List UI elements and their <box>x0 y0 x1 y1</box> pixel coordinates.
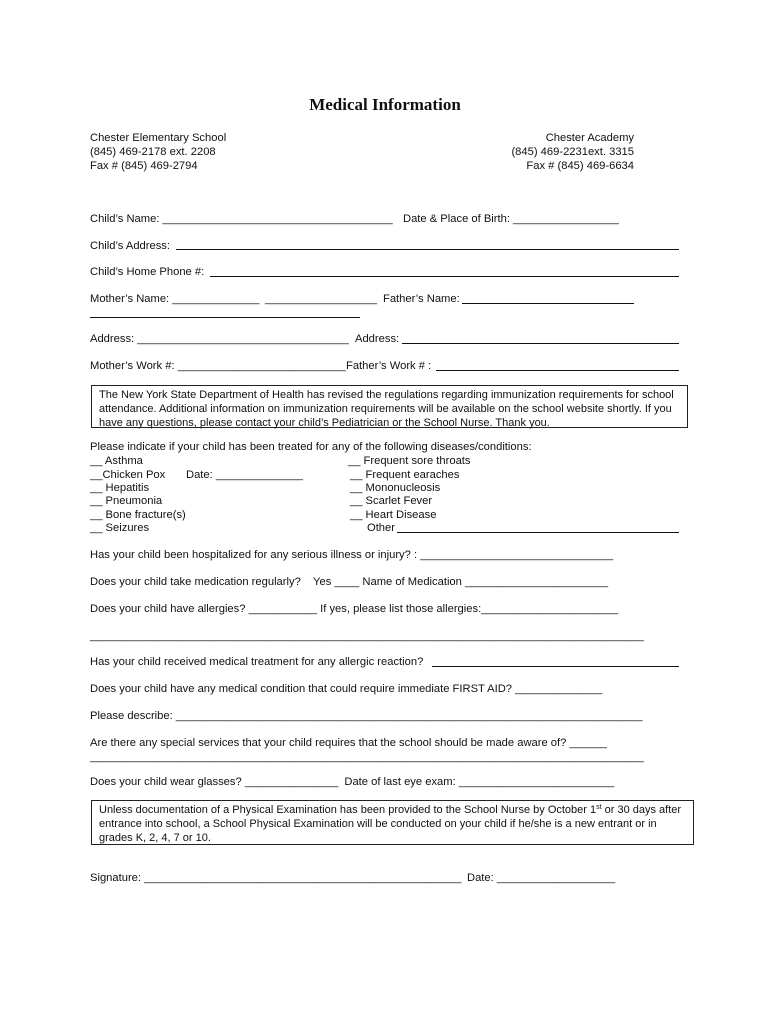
address-right-line[interactable] <box>402 343 679 344</box>
first-aid-question[interactable]: Does your child have any medical condition that could require immediate FIRST AID? ______________ <box>90 683 603 695</box>
allergic-treatment-question: Has your child received medical treatment for any allergic reaction? <box>90 656 424 668</box>
disease-item-scarlet-fever[interactable]: __ Scarlet Fever <box>350 495 433 507</box>
allergies-question[interactable]: Does your child have allergies? ___________ If yes, please list those allergies:______________________ <box>90 603 619 615</box>
special-services-extra-line[interactable]: _________________________________________________________________________________________ <box>90 751 644 763</box>
page-title: Medical Information <box>309 95 461 114</box>
school-right-fax: Fax # (845) 469-6634 <box>526 160 634 172</box>
address-left-field[interactable]: Address: __________________________________ <box>90 333 349 345</box>
signature-field[interactable]: Signature: ___________________________________________________ <box>90 872 462 884</box>
other-disease-line[interactable] <box>397 532 679 533</box>
physical-exam-notice <box>91 800 694 845</box>
disease-item-asthma[interactable]: __ Asthma <box>90 455 143 467</box>
home-phone-line[interactable] <box>210 276 679 277</box>
child-address-line[interactable] <box>176 249 679 250</box>
school-left-phone: (845) 469-2178 ext. 2208 <box>90 146 216 158</box>
chicken-pox-date-field[interactable]: Date: ______________ <box>186 469 303 481</box>
disease-item-pneumonia[interactable]: __ Pneumonia <box>90 495 163 507</box>
disease-item-heart-disease[interactable]: __ Heart Disease <box>350 509 437 521</box>
special-services-question[interactable]: Are there any special services that your child requires that the school should be made aware of? ______ <box>90 737 607 749</box>
address-right-label: Address: <box>355 333 400 345</box>
disease-item-seizures[interactable]: __ Seizures <box>90 522 150 534</box>
medication-question[interactable]: Does your child take medication regularly? Yes ____ Name of Medication _______________________ <box>90 576 609 588</box>
disease-item-earaches[interactable]: __ Frequent earaches <box>350 469 460 481</box>
disease-item-hepatitis[interactable]: __ Hepatitis <box>90 482 150 494</box>
disease-item-sore-throats[interactable]: __ Frequent sore throats <box>348 455 471 467</box>
disease-item-mononucleosis[interactable]: __ Mononucleosis <box>350 482 441 494</box>
allergies-extra-line[interactable]: _________________________________________________________________________________________ <box>90 630 644 642</box>
mother-name-field[interactable]: Mother’s Name: ______________ <box>90 293 260 305</box>
physical-exam-notice-sup: st <box>596 804 602 811</box>
diseases-prompt: Please indicate if your child has been treated for any of the following diseases/conditions: <box>90 441 532 453</box>
mother-name-extra-line[interactable] <box>90 317 360 318</box>
immunization-notice-text: The New York State Department of Health has revised the regulations regarding immunization requirements for school attendance. Additional information on immunization requirements will be available on the school website shortly. If you have any questions, please contact your child’s Pediatrician or the School Nurse. Thank you. <box>99 389 674 429</box>
father-work-line[interactable] <box>436 370 679 371</box>
describe-field[interactable]: Please describe: ___________________________________________________________________________ <box>90 710 643 722</box>
hospitalized-question[interactable]: Has your child been hospitalized for any serious illness or injury? : _______________________________ <box>90 549 614 561</box>
father-name-label: Father’s Name: <box>383 293 460 305</box>
signature-date-field[interactable]: Date: ___________________ <box>467 872 616 884</box>
mother-work-field[interactable]: Mother’s Work #: ___________________________ <box>90 360 346 372</box>
home-phone-label: Child’s Home Phone #: <box>90 266 205 278</box>
immunization-notice <box>91 385 688 428</box>
father-name-line[interactable] <box>462 303 634 304</box>
allergic-treatment-line[interactable] <box>432 666 679 667</box>
school-right-name: Chester Academy <box>545 132 634 144</box>
child-address-label: Child’s Address: <box>90 240 171 252</box>
glasses-question[interactable]: Does your child wear glasses? _______________ Date of last eye exam: _________________________ <box>90 776 615 788</box>
school-right-phone: (845) 469-2231ext. 3315 <box>511 146 634 158</box>
disease-item-bone-fracture[interactable]: __ Bone fracture(s) <box>90 509 186 521</box>
disease-item-other: Other <box>367 522 395 534</box>
dob-place-field[interactable]: Date & Place of Birth: _________________ <box>403 213 619 225</box>
school-left-fax: Fax # (845) 469-2794 <box>90 160 198 172</box>
father-work-label: Father’s Work # : <box>346 360 432 372</box>
school-left-name: Chester Elementary School <box>90 132 227 144</box>
physical-exam-notice-before: Unless documentation of a Physical Examination has been provided to the School Nurse by October 1 <box>99 804 597 816</box>
disease-item-chicken-pox[interactable]: __Chicken Pox <box>90 469 166 481</box>
physical-exam-notice-text <box>99 803 686 845</box>
child-name-field[interactable]: Child’s Name: _____________________________________ <box>90 213 393 225</box>
physical-exam-notice-after: or 30 days after entrance into school, a School Physical Examination will be conducted on your child if he/she is a new entrant or in grades K, 2, 4, 7 or 10. <box>99 804 682 844</box>
mother-name-line-cont[interactable]: __________________ <box>265 293 377 305</box>
